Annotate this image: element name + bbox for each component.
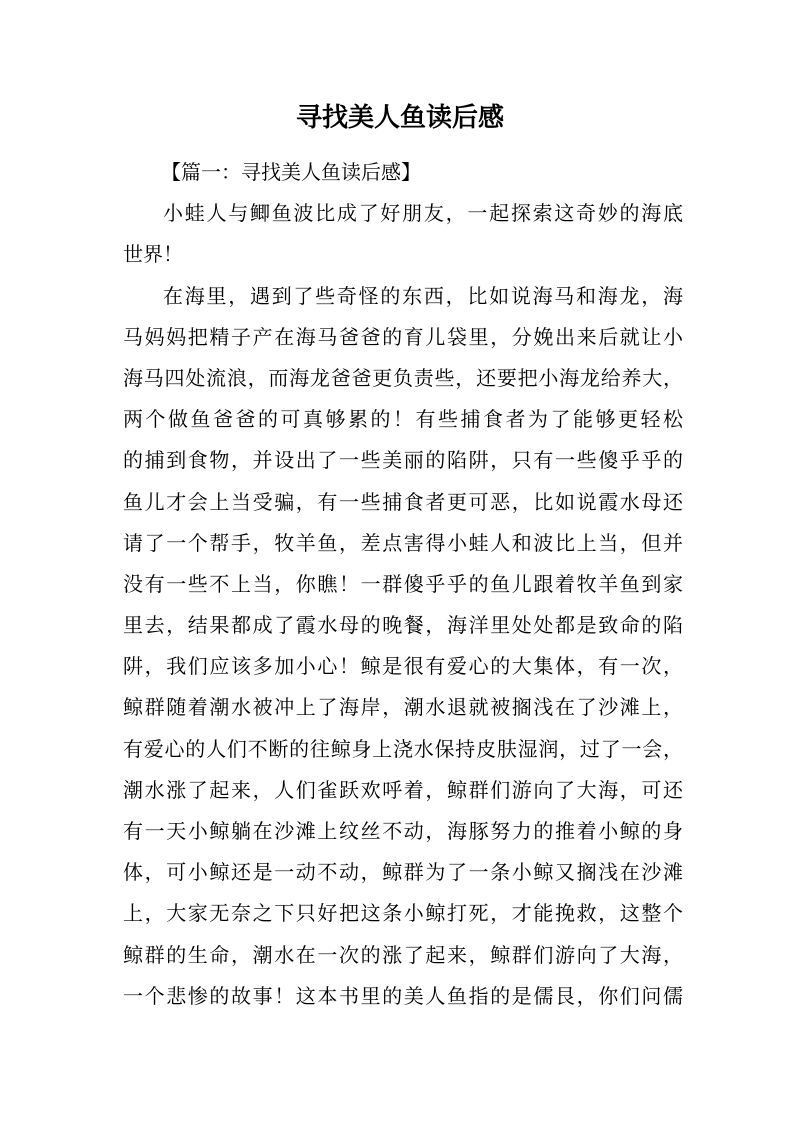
paragraph-line: 鲸群随着潮水被冲上了海岸，潮水退就被搁浅在了沙滩上，: [123, 695, 683, 720]
section-heading: 【篇一：寻找美人鱼读后感】: [161, 160, 421, 184]
paragraph-line: 小蛙人与鲫鱼波比成了好朋友，一起探索这奇妙的海底: [163, 201, 683, 226]
paragraph-1: [123, 193, 683, 275]
paragraph-line: 请了一个帮手，牧羊鱼，差点害得小蛙人和波比上当，但并: [123, 530, 683, 555]
paragraph-line: 有一天小鲸躺在沙滩上纹丝不动，海豚努力的推着小鲸的身: [123, 819, 683, 844]
paragraph-line: 一个悲惨的故事！这本书里的美人鱼指的是儒艮，你们问儒: [123, 983, 683, 1008]
paragraph-line: 上，大家无奈之下只好把这条小鲸打死，才能挽救，这整个: [123, 901, 683, 926]
paragraph-line: 两个做鱼爸爸的可真够累的！有些捕食者为了能够更轻松: [123, 407, 683, 432]
paragraph-line: 有爱心的人们不断的往鲸身上浇水保持皮肤湿润，过了一会，: [123, 736, 683, 761]
paragraph-line: 体，可小鲸还是一动不动，鲸群为了一条小鲸又搁浅在沙滩: [123, 860, 683, 885]
paragraph-2: [123, 276, 683, 1017]
page-title: 寻找美人鱼读后感: [295, 103, 504, 133]
paragraph-line: 鲸群的生命，潮水在一次的涨了起来，鲸群们游向了大海，: [123, 942, 683, 967]
paragraph-line: 潮水涨了起来，人们雀跃欢呼着，鲸群们游向了大海，可还: [123, 777, 683, 802]
paragraph-line: 海马四处流浪，而海龙爸爸更负责些，还要把小海龙给养大，: [123, 365, 683, 390]
document-body: [123, 152, 683, 1017]
paragraph-line: 的捕到食物，并设出了一些美丽的陷阱，只有一些傻乎乎的: [123, 448, 683, 473]
paragraph-line: 在海里，遇到了些奇怪的东西，比如说海马和海龙，海: [163, 283, 683, 308]
paragraph-line: 没有一些不上当，你瞧！一群傻乎乎的鱼儿跟着牧羊鱼到家: [123, 571, 683, 596]
paragraph-line: 世界！: [123, 242, 183, 267]
paragraph-line: 鱼儿才会上当受骗，有一些捕食者更可恶，比如说霞水母还: [123, 489, 683, 514]
paragraph-line: 阱，我们应该多加小心！鲸是很有爱心的大集体，有一次，: [123, 654, 683, 679]
paragraph-line: 里去，结果都成了霞水母的晚餐，海洋里处处都是致命的陷: [123, 613, 683, 638]
paragraph-line: 马妈妈把精子产在海马爸爸的育儿袋里，分娩出来后就让小: [123, 324, 683, 349]
